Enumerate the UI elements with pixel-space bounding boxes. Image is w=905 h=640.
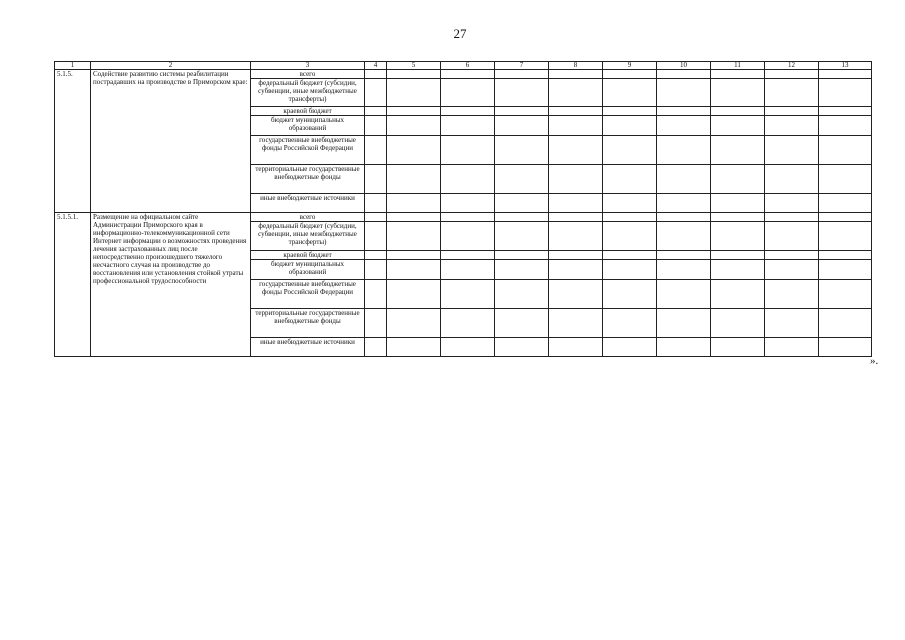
value-cell	[711, 107, 765, 116]
value-cell	[657, 116, 711, 136]
value-cell	[711, 136, 765, 165]
table-row	[55, 70, 872, 79]
value-cell	[819, 222, 872, 251]
value-cell	[603, 251, 657, 260]
row-description: Размещение на официальном сайте Администрации Приморского края в информационно-телекоммуникационной сети Интернет информации о возможностях проведения лечения застрахованных лиц после непосредственно произошедшего тяжелого несчастного случая на производстве до восстановления или установления стойкой утраты профессиональной трудоспособности	[91, 213, 251, 357]
value-cell	[495, 309, 549, 338]
value-cell	[711, 338, 765, 357]
value-cell	[657, 165, 711, 194]
value-cell	[603, 309, 657, 338]
value-cell	[495, 260, 549, 280]
value-cell	[657, 194, 711, 213]
value-cell	[387, 107, 441, 116]
value-cell	[387, 70, 441, 79]
value-cell	[365, 260, 387, 280]
funding-source: краевой бюджет	[251, 107, 365, 116]
value-cell	[711, 79, 765, 107]
value-cell	[365, 222, 387, 251]
value-cell	[657, 79, 711, 107]
funding-source: государственные внебюджетные фонды Российской Федерации	[251, 136, 365, 165]
value-cell	[365, 165, 387, 194]
value-cell	[765, 70, 819, 79]
funding-source: федеральный бюджет (субсидии, субвенции, иные межбюджетные трансферты)	[251, 222, 365, 251]
row-description: Содействие развитию системы реабилитации пострадавших на производстве в Приморском крае:	[91, 70, 251, 213]
value-cell	[495, 251, 549, 260]
value-cell	[765, 222, 819, 251]
value-cell	[765, 280, 819, 309]
column-header: 9	[603, 62, 657, 70]
value-cell	[495, 194, 549, 213]
value-cell	[365, 251, 387, 260]
funding-source: государственные внебюджетные фонды Российской Федерации	[251, 280, 365, 309]
value-cell	[495, 213, 549, 222]
funding-source: территориальные государственные внебюджетные фонды	[251, 165, 365, 194]
value-cell	[657, 222, 711, 251]
value-cell	[657, 107, 711, 116]
value-cell	[549, 165, 603, 194]
value-cell	[819, 194, 872, 213]
value-cell	[441, 338, 495, 357]
value-cell	[495, 165, 549, 194]
value-cell	[765, 79, 819, 107]
value-cell	[711, 251, 765, 260]
value-cell	[549, 260, 603, 280]
value-cell	[657, 251, 711, 260]
value-cell	[549, 79, 603, 107]
value-cell	[549, 213, 603, 222]
value-cell	[365, 194, 387, 213]
funding-source: иные внебюджетные источники	[251, 338, 365, 357]
value-cell	[657, 280, 711, 309]
value-cell	[495, 116, 549, 136]
value-cell	[657, 260, 711, 280]
value-cell	[765, 107, 819, 116]
value-cell	[711, 194, 765, 213]
value-cell	[387, 194, 441, 213]
column-header: 13	[819, 62, 872, 70]
column-header: 4	[365, 62, 387, 70]
value-cell	[549, 194, 603, 213]
value-cell	[603, 165, 657, 194]
value-cell	[387, 280, 441, 309]
funding-source: всего	[251, 213, 365, 222]
value-cell	[819, 251, 872, 260]
value-cell	[441, 222, 495, 251]
value-cell	[765, 338, 819, 357]
value-cell	[387, 309, 441, 338]
value-cell	[657, 338, 711, 357]
funding-source: территориальные государственные внебюджетные фонды	[251, 309, 365, 338]
value-cell	[549, 338, 603, 357]
value-cell	[819, 280, 872, 309]
value-cell	[819, 165, 872, 194]
value-cell	[711, 116, 765, 136]
value-cell	[441, 70, 495, 79]
value-cell	[711, 280, 765, 309]
value-cell	[657, 70, 711, 79]
value-cell	[387, 260, 441, 280]
value-cell	[711, 260, 765, 280]
value-cell	[765, 116, 819, 136]
column-header: 11	[711, 62, 765, 70]
value-cell	[495, 338, 549, 357]
budget-table	[54, 61, 872, 357]
value-cell	[711, 309, 765, 338]
column-header: 6	[441, 62, 495, 70]
value-cell	[819, 213, 872, 222]
funding-source: федеральный бюджет (субсидии, субвенции, иные межбюджетные трансферты)	[251, 79, 365, 107]
value-cell	[365, 116, 387, 136]
value-cell	[657, 136, 711, 165]
value-cell	[387, 79, 441, 107]
value-cell	[365, 79, 387, 107]
value-cell	[819, 116, 872, 136]
value-cell	[603, 213, 657, 222]
value-cell	[387, 251, 441, 260]
value-cell	[819, 79, 872, 107]
value-cell	[441, 194, 495, 213]
value-cell	[819, 260, 872, 280]
value-cell	[365, 280, 387, 309]
value-cell	[387, 338, 441, 357]
value-cell	[495, 70, 549, 79]
value-cell	[365, 309, 387, 338]
value-cell	[441, 260, 495, 280]
value-cell	[603, 116, 657, 136]
column-header: 1	[55, 62, 91, 70]
value-cell	[603, 107, 657, 116]
value-cell	[495, 136, 549, 165]
column-header: 3	[251, 62, 365, 70]
value-cell	[549, 280, 603, 309]
funding-source: иные внебюджетные источники	[251, 194, 365, 213]
value-cell	[495, 280, 549, 309]
value-cell	[549, 107, 603, 116]
column-header: 5	[387, 62, 441, 70]
value-cell	[495, 79, 549, 107]
value-cell	[387, 165, 441, 194]
value-cell	[657, 309, 711, 338]
value-cell	[819, 309, 872, 338]
value-cell	[711, 222, 765, 251]
value-cell	[711, 213, 765, 222]
value-cell	[603, 280, 657, 309]
funding-source: бюджет муниципальных образований	[251, 260, 365, 280]
value-cell	[441, 165, 495, 194]
value-cell	[549, 116, 603, 136]
value-cell	[603, 222, 657, 251]
value-cell	[441, 280, 495, 309]
closing-quote: ».	[870, 355, 879, 367]
funding-source: краевой бюджет	[251, 251, 365, 260]
value-cell	[549, 222, 603, 251]
column-header: 7	[495, 62, 549, 70]
value-cell	[765, 213, 819, 222]
value-cell	[819, 136, 872, 165]
value-cell	[387, 222, 441, 251]
value-cell	[441, 116, 495, 136]
value-cell	[495, 107, 549, 116]
value-cell	[387, 136, 441, 165]
value-cell	[765, 260, 819, 280]
column-header: 10	[657, 62, 711, 70]
value-cell	[365, 136, 387, 165]
value-cell	[819, 338, 872, 357]
value-cell	[765, 194, 819, 213]
value-cell	[765, 136, 819, 165]
value-cell	[549, 251, 603, 260]
value-cell	[711, 70, 765, 79]
value-cell	[549, 136, 603, 165]
value-cell	[441, 251, 495, 260]
value-cell	[603, 338, 657, 357]
column-header: 8	[549, 62, 603, 70]
funding-source: бюджет муниципальных образований	[251, 116, 365, 136]
page-number: 27	[453, 26, 467, 41]
value-cell	[387, 213, 441, 222]
value-cell	[365, 213, 387, 222]
value-cell	[657, 213, 711, 222]
value-cell	[441, 79, 495, 107]
row-code: 5.1.5.	[55, 70, 91, 213]
table-body	[55, 70, 872, 357]
funding-source: всего	[251, 70, 365, 79]
value-cell	[549, 309, 603, 338]
value-cell	[441, 213, 495, 222]
value-cell	[441, 136, 495, 165]
value-cell	[711, 165, 765, 194]
column-header: 12	[765, 62, 819, 70]
value-cell	[765, 165, 819, 194]
value-cell	[365, 338, 387, 357]
value-cell	[441, 309, 495, 338]
value-cell	[365, 107, 387, 116]
value-cell	[603, 79, 657, 107]
value-cell	[765, 251, 819, 260]
value-cell	[365, 70, 387, 79]
value-cell	[819, 70, 872, 79]
value-cell	[603, 194, 657, 213]
header-row	[55, 62, 872, 70]
value-cell	[765, 309, 819, 338]
value-cell	[549, 70, 603, 79]
value-cell	[603, 136, 657, 165]
value-cell	[603, 70, 657, 79]
table-row	[55, 213, 872, 222]
column-header: 2	[91, 62, 251, 70]
value-cell	[387, 116, 441, 136]
value-cell	[603, 260, 657, 280]
value-cell	[819, 107, 872, 116]
row-code: 5.1.5.1.	[55, 213, 91, 357]
value-cell	[495, 222, 549, 251]
value-cell	[441, 107, 495, 116]
